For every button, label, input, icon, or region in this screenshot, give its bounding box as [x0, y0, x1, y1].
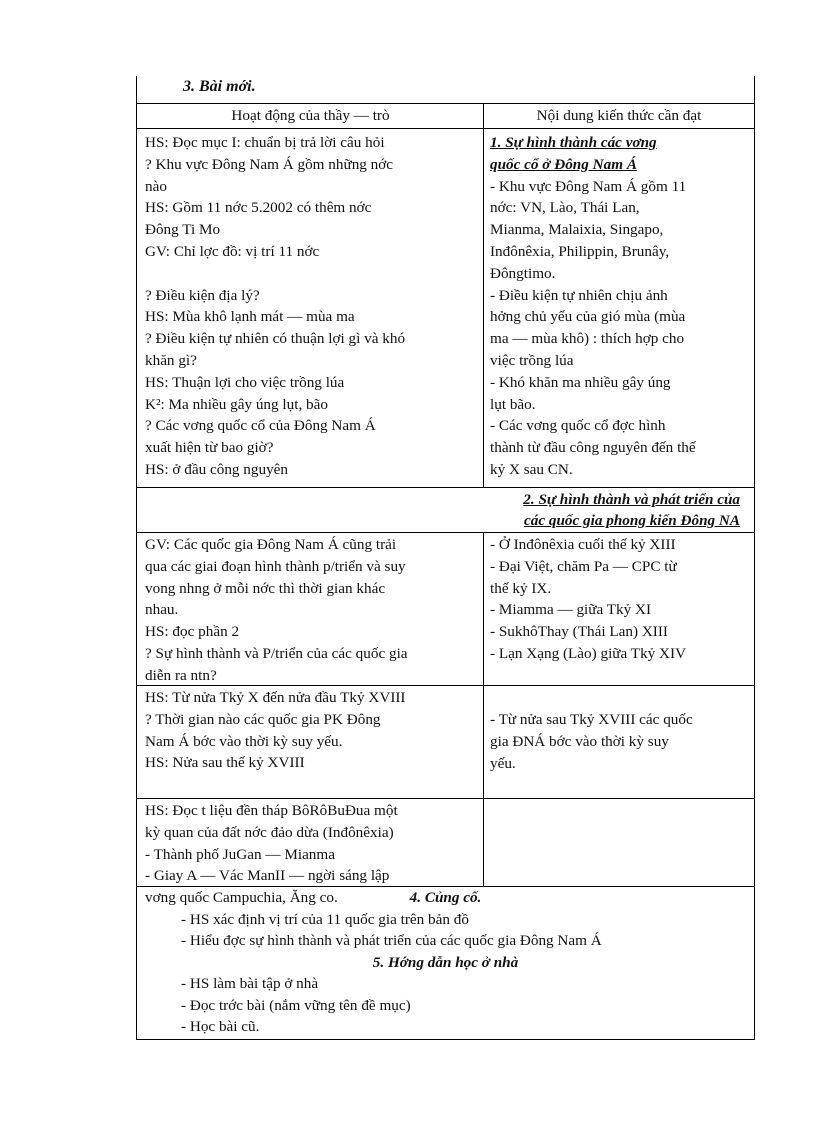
- list-item: - HS làm bài tập ở nhà: [181, 975, 319, 992]
- text-line: Inđônêxia, Philippin, Brunây,: [490, 242, 670, 260]
- text-line: GV: Chỉ lợc đồ: vị trí 11 nớc: [145, 242, 320, 260]
- section4-title: 4. Củng cố.: [409, 889, 482, 906]
- list-item: - Hiểu đợc sự hình thành và phát triển của các quốc gia Đông Nam Á: [181, 932, 602, 949]
- text-line: - Lạn Xạng (Lào) giữa Tkỷ XIV: [490, 644, 687, 662]
- text-line: gia ĐNÁ bớc vào thời kỳ suy: [490, 732, 669, 750]
- text-line: ? Điều kiện địa lý?: [145, 286, 260, 304]
- block3-bottom-border: [137, 798, 754, 799]
- list-item: - HS xác định vị trí của 11 quốc gia trên bản đồ: [181, 910, 469, 928]
- text-line: khăn gì?: [145, 351, 197, 369]
- text-line: vơng quốc Campuchia, Ăng co.: [145, 889, 338, 907]
- text-line: ? Sự hình thành và P/triển của các quốc gia: [145, 644, 408, 662]
- text-line: - Miamma — giữa Tkỷ XI: [490, 601, 652, 619]
- lesson-plan-frame: [136, 76, 755, 1040]
- text-line: Đôngtimo.: [490, 264, 556, 282]
- text-line: ? Điều kiện tự nhiên có thuận lợi gì và khó: [145, 330, 406, 348]
- text-line: xuất hiện từ bao giờ?: [145, 439, 274, 457]
- block2-right: [484, 534, 754, 665]
- text-line: - Giay A — Vác ManII — ngời sáng lập: [145, 867, 390, 885]
- text-line: qua các giai đoạn hình thành p/triển và suy: [145, 557, 406, 575]
- text-line: Nam Á bớc vào thời kỳ suy yếu.: [145, 732, 343, 750]
- header-row-border: [137, 128, 754, 129]
- text-line: việc trồng lúa: [490, 351, 574, 369]
- section4: [137, 887, 754, 1038]
- block1-left: [137, 132, 483, 481]
- text-line: HS: ở đầu công nguyên: [145, 460, 289, 478]
- text-line: hởng chủ yếu của gió mùa (mùa: [490, 308, 686, 326]
- text-line: - Khu vực Đông Nam Á gồm 11: [490, 177, 687, 195]
- text-line: HS: đọc phần 2: [145, 623, 240, 641]
- section2-heading-line: các quốc gia phong kiến Đông NA: [523, 512, 740, 529]
- section1-heading: quốc cổ ở Đông Nam Á: [490, 155, 637, 173]
- text-line: ? Thời gian nào các quốc gia PK Đông: [145, 710, 381, 728]
- text-line: Đông Ti Mo: [145, 221, 221, 239]
- text-line: - SukhôThay (Thái Lan) XIII: [490, 623, 668, 641]
- text-line: lụt bão.: [490, 395, 536, 413]
- text-line: thế kỷ IX.: [490, 579, 552, 597]
- text-line: HS: Thuận lợi cho việc trồng lúa: [145, 373, 345, 391]
- text-line: - Điều kiện tự nhiên chịu ảnh: [490, 286, 668, 304]
- text-line: HS: Đọc t liệu đền tháp BôRôBuĐua một: [145, 802, 398, 819]
- text-line: - Từ nửa sau Tkỷ XVIII các quốc: [490, 711, 693, 728]
- col-left-header: Hoạt động của thầy — trò: [231, 107, 390, 124]
- text-line: HS: Mùa khô lạnh mát — mùa ma: [145, 308, 355, 326]
- section1-heading: 1. Sự hình thành các vơng: [490, 134, 657, 151]
- section2-heading: [137, 489, 754, 531]
- text-line: K²: Ma nhiều gây úng lụt, bão: [145, 395, 328, 413]
- block1-right: [484, 132, 754, 481]
- text-line: yếu.: [490, 754, 516, 772]
- block2-left: [137, 534, 483, 687]
- section3-title: 3. Bài mới.: [183, 78, 256, 95]
- text-line: HS: Đọc mục I: chuẩn bị trả lời câu hỏi: [145, 134, 385, 151]
- text-line: HS: Nửa sau thế kỷ XVIII: [145, 754, 305, 772]
- text-line: - Khó khăn ma nhiều gây úng: [490, 373, 671, 391]
- text-line: HS: Từ nửa Tkỷ X đến nửa đầu Tkỷ XVIII: [145, 689, 406, 706]
- text-line: kỳ quan của đất nớc đảo dừa (Inđônêxia): [145, 823, 394, 841]
- text-line: - Đại Việt, chăm Pa — CPC từ: [490, 557, 677, 575]
- text-line: kỷ X sau CN.: [490, 460, 573, 478]
- text-line: vong nhng ở mỗi nớc thì thời gian khác: [145, 579, 386, 597]
- list-item: - Đọc trớc bài (nắm vững tên đề mục): [181, 996, 411, 1014]
- text-line: nào: [145, 177, 167, 195]
- section5-title: 5. Hớng dẫn học ở nhà: [372, 953, 519, 971]
- block3-left: [137, 687, 483, 774]
- text-line: nhau.: [145, 601, 179, 619]
- text-line: - Ở Inđônêxia cuối thế kỷ XIII: [490, 536, 676, 553]
- text-line: - Các vơng quốc cổ đợc hình: [490, 417, 666, 435]
- table-top-border: [137, 103, 754, 104]
- text-line: ? Khu vực Đông Nam Á gồm những nớc: [145, 155, 394, 173]
- block3-right: [484, 709, 754, 774]
- section2-heading-line: 2. Sự hình thành và phát triển của: [523, 491, 740, 508]
- text-line: GV: Các quốc gia Đông Nam Á cũng trải: [145, 536, 397, 553]
- col-right-header: Nội dung kiến thức cần đạt: [536, 107, 702, 124]
- block1-bottom-border: [137, 487, 754, 488]
- text-line: ma — mùa khô) : thích hợp cho: [490, 330, 685, 348]
- text-line: ? Các vơng quốc cổ của Đông Nam Á: [145, 417, 376, 435]
- text-line: HS: Gồm 11 nớc 5.2002 có thêm nớc: [145, 199, 372, 217]
- text-line: nớc: VN, Lào, Thái Lan,: [490, 199, 640, 217]
- text-line: - Thành phố JuGan — Mianma: [145, 845, 335, 863]
- text-line: diễn ra ntn?: [145, 666, 217, 684]
- text-line: thành từ đầu công nguyên đến thế: [490, 439, 696, 457]
- list-item: - Học bài cũ.: [181, 1018, 260, 1035]
- text-line: Mianma, Malaixia, Singapo,: [490, 221, 664, 239]
- blank-line: [145, 263, 476, 285]
- section2-bottom-border: [137, 532, 754, 533]
